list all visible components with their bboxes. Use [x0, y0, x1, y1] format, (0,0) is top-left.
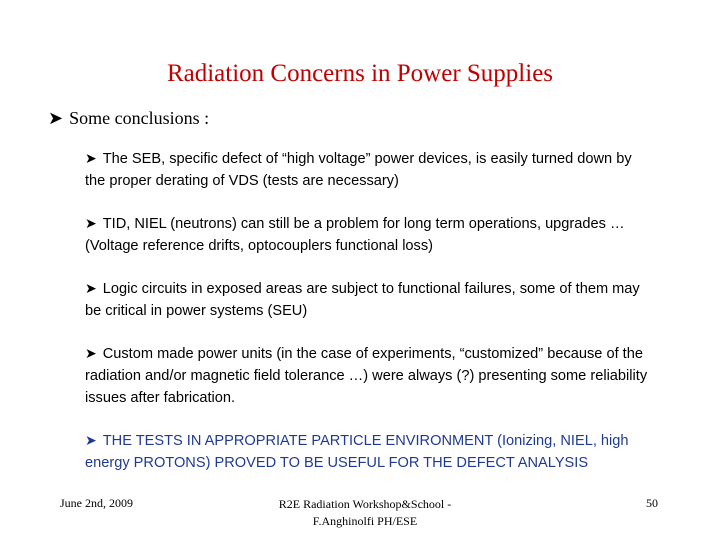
- bullet-item: [85, 342, 655, 409]
- bullet-text: The SEB, specific defect of “high voltage” power devices, is easily turned down by the proper derating of VDS (tests are necessary): [85, 151, 632, 189]
- arrow-bullet-icon: ➤: [85, 215, 97, 231]
- bullet-item: [85, 277, 655, 322]
- heading-text: Some conclusions :: [69, 108, 210, 128]
- bullet-item: [85, 147, 655, 192]
- bullet-item-emphasis: [85, 429, 655, 474]
- arrow-bullet-icon: ➤: [85, 345, 97, 361]
- arrow-bullet-icon: ➤: [85, 432, 97, 448]
- footer-event-line1: R2E Radiation Workshop&School -: [278, 497, 452, 511]
- footer-event: [250, 496, 480, 530]
- arrow-bullet-icon: ➤: [85, 150, 97, 166]
- arrow-bullet-icon: ➤: [48, 108, 64, 128]
- footer-date: June 2nd, 2009: [60, 496, 133, 510]
- conclusions-heading: [48, 108, 209, 129]
- bullet-text: THE TESTS IN APPROPRIATE PARTICLE ENVIRONMENT (Ionizing, NIEL, high energy PROTONS) PROVED TO BE USEFUL FOR THE DEFECT ANALYSIS: [85, 433, 629, 471]
- arrow-bullet-icon: ➤: [85, 280, 97, 296]
- bullet-text: Logic circuits in exposed areas are subject to functional failures, some of them may be critical in power systems (SEU): [85, 281, 640, 319]
- slide-title: Radiation Concerns in Power Supplies: [166, 60, 554, 87]
- bullet-text: Custom made power units (in the case of experiments, “customized” because of the radiation and/or magnetic field tolerance …) were always (?) presenting some reliability issues after fabrication.: [85, 346, 648, 406]
- page-number: 50: [646, 496, 658, 510]
- footer-event-line2: F.Anghinolfi PH/ESE: [312, 514, 418, 528]
- bullet-item: [85, 212, 655, 257]
- bullet-text: TID, NIEL (neutrons) can still be a problem for long term operations, upgrades … (Voltage reference drifts, optocouplers functional loss): [85, 216, 625, 254]
